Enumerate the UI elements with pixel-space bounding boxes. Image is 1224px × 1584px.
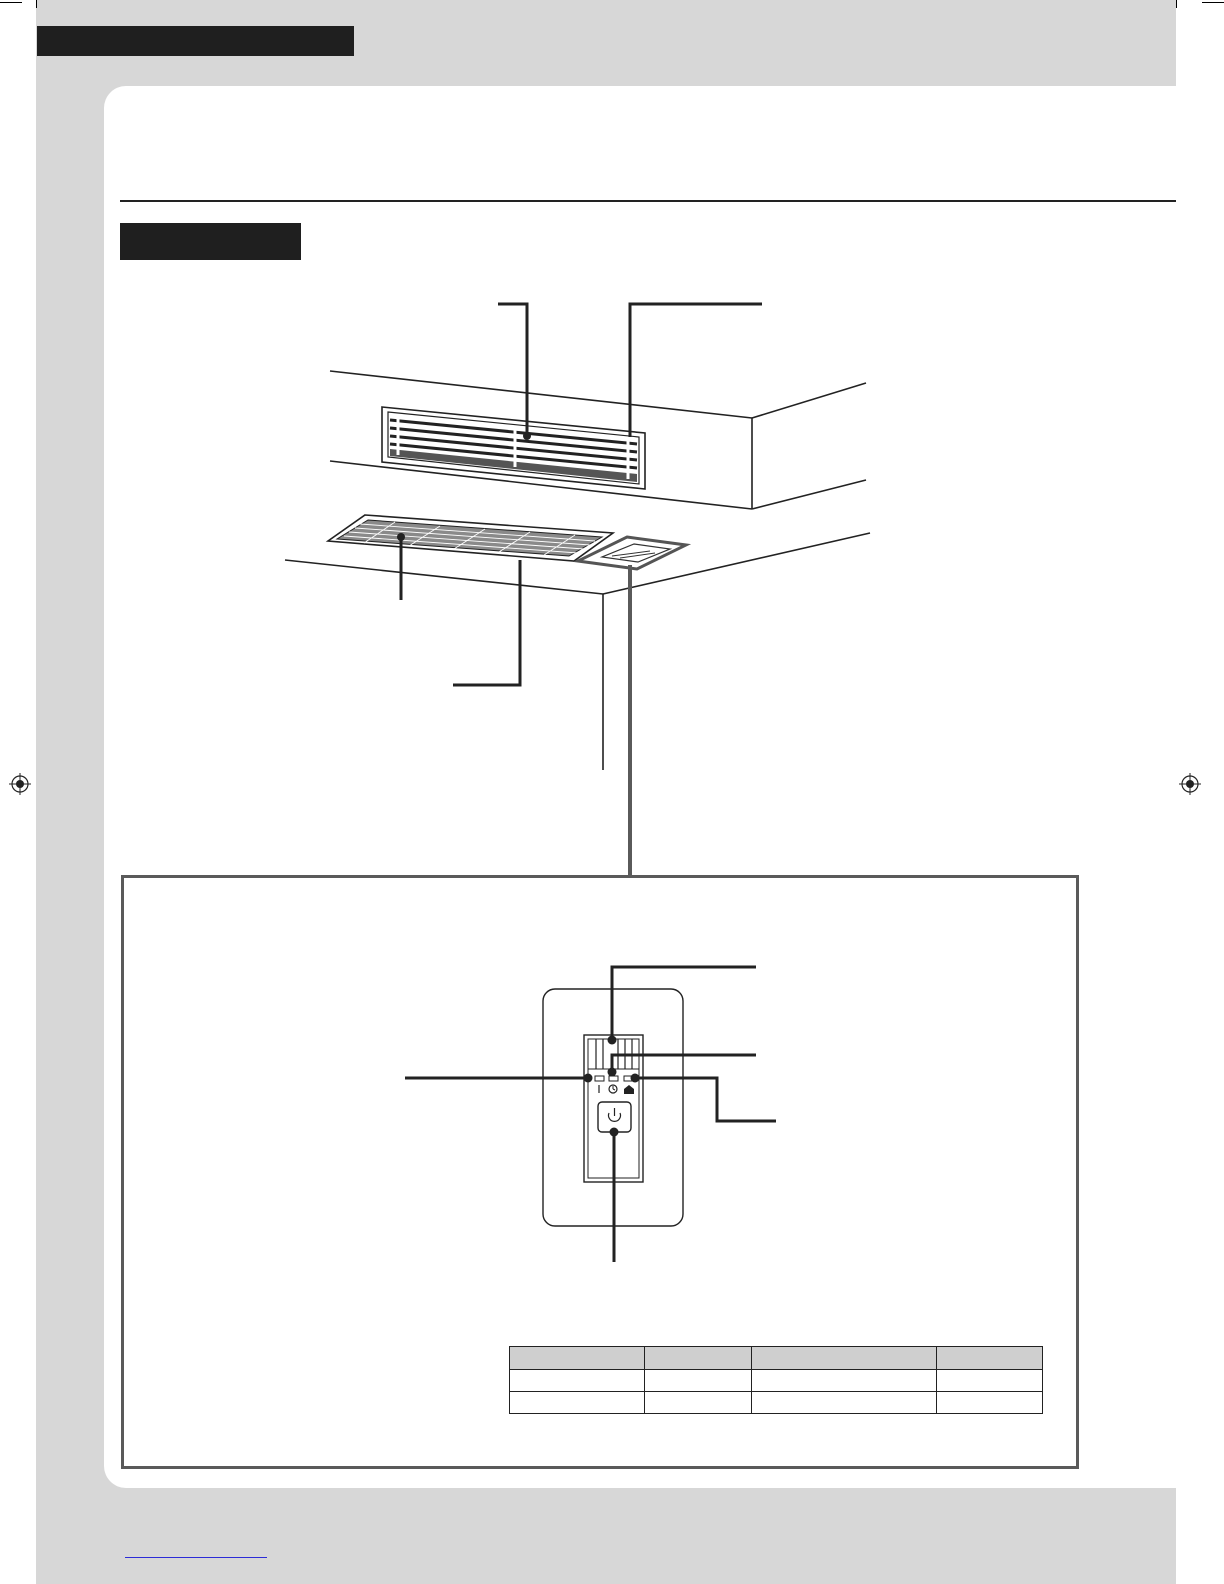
- table-cell: [752, 1392, 937, 1414]
- table-header: [752, 1347, 937, 1370]
- table-header: [645, 1347, 752, 1370]
- table-header-row: [510, 1347, 1043, 1370]
- footer-link[interactable]: [125, 1557, 267, 1558]
- registration-mark-icon: [1179, 773, 1201, 795]
- table-row: [510, 1392, 1043, 1414]
- table-cell: [510, 1370, 645, 1392]
- table-cell: [645, 1392, 752, 1414]
- table-cell: [645, 1370, 752, 1392]
- table-cell: [510, 1392, 645, 1414]
- table-cell: [937, 1392, 1043, 1414]
- table-cell: [752, 1370, 937, 1392]
- power-button-graphic: [598, 1102, 631, 1132]
- status-table: [509, 1346, 1043, 1414]
- table-row: [510, 1370, 1043, 1392]
- table-header: [510, 1347, 645, 1370]
- table-header: [937, 1347, 1043, 1370]
- registration-mark-icon: [9, 773, 31, 795]
- table-cell: [937, 1370, 1043, 1392]
